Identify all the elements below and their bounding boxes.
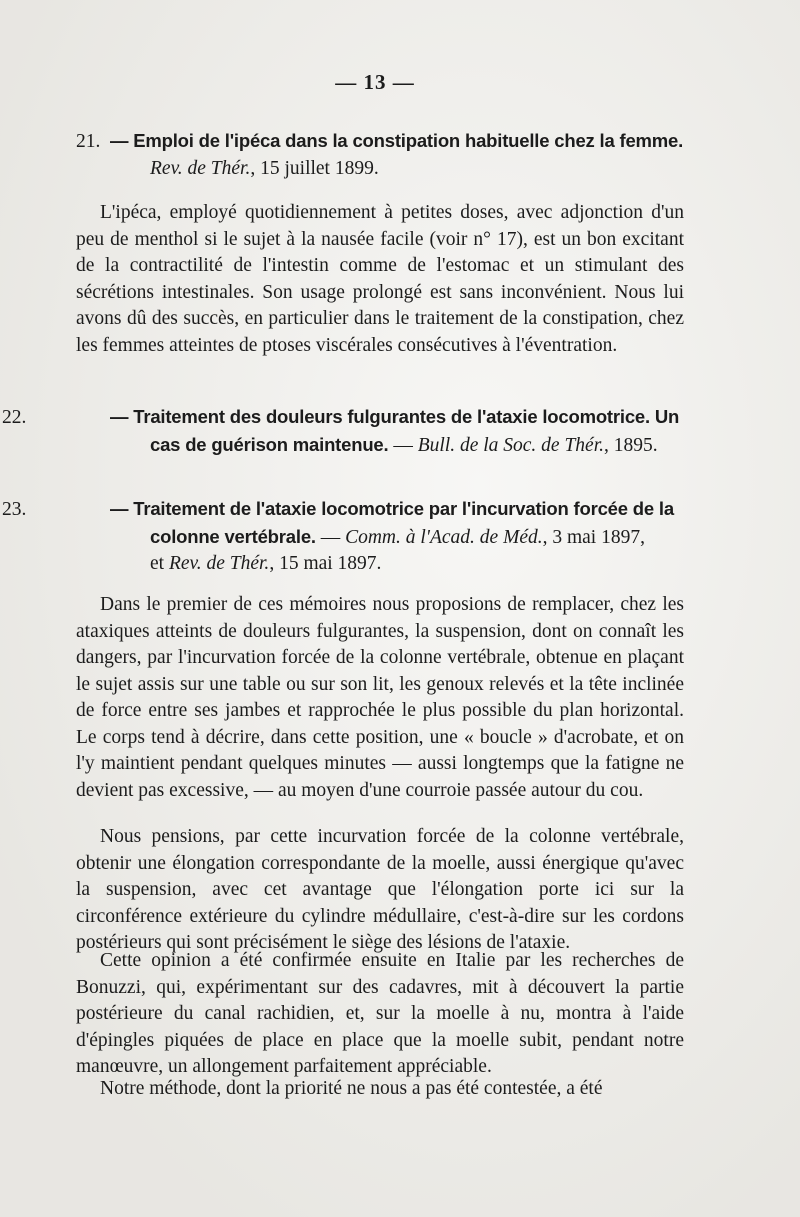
reference-prefix: et <box>150 553 169 574</box>
reference-date: , 15 mai 1897. <box>269 553 382 574</box>
journal-name: Comm. à l'Acad. de Méd. <box>345 526 543 548</box>
entry-number: 21. <box>76 131 101 152</box>
journal-name: Bull. de la Soc. de Thér. <box>417 434 605 456</box>
entry-number: 22. <box>2 407 27 428</box>
reference-prefix: — <box>388 434 418 456</box>
bibliography-entry-22 <box>2 404 686 459</box>
paragraph-text: Nous pensions, par cette incurvation forcée de la colonne vertébrale, obtenir une élongation correspondante de la moelle, aussi énergique qu'avec la suspension, avec cet avantage que l'élongation porte ici sur la circonférence extérieure du cylindre médullaire, c'est-à-dire sur les cordons postérieurs qui sont précisément le siège des lésions de l'ataxie. <box>76 826 684 953</box>
reference-date: , 3 mai 1897, <box>542 526 645 548</box>
paragraph-priority <box>76 1076 684 1103</box>
entry-title: — Traitement des douleurs fulgurantes de l'ataxie locomotrice. Un cas de guérison maintenue. <box>110 406 680 455</box>
paragraph-text: L'ipéca, employé quotidiennement à petites doses, avec adjonction d'un peu de menthol si le sujet à la nausée facile (voir n° 17), est un bon excitant de la contractilité de l'intestin comme de l'estomac et un stimulant des sécrétions intestinales. Son usage prolongé est sans inconvénient. Nous lui avons dû des succès, en particulier dans le traitement de la constipation, chez les femmes atteintes de ptoses viscérales consécutives à l'éventration. <box>76 202 684 356</box>
paragraph-method <box>76 592 684 804</box>
paragraph-elongation <box>76 824 684 957</box>
paragraph-text: Notre méthode, dont la priorité ne nous a pas été contestée, a été <box>100 1078 603 1099</box>
paragraph-text: Cette opinion a été confirmée ensuite en Italie par les recherches de Bonuzzi, qui, expérimentant sur des cadavres, mit à découvert la partie postérieure du canal rachidien, et, sur la moelle à nu, montra à l'aide d'épingles piquées de place en place que la moelle subit, pendant notre manœuvre, un allongement parfaitement appréciable. <box>76 950 684 1077</box>
paragraph-text: Dans le premier de ces mémoires nous proposions de remplacer, chez les ataxiques atteints de douleurs fulgurantes, la suspension, dont on connaît les dangers, par l'incurvation forcée de la colonne vertébrale, obtenue en plaçant le sujet assis sur une table ou sur son lit, les genoux relevés et la tête inclinée de force entre ses jambes et rapprochée le plus possible du plan horizontal. Le corps tend à décrire, dans cette position, une « boucle » d'acrobate, et on l'y maintient pendant quelques minutes — aussi longtemps que la fatigne ne devient pas excessive, — au moyen d'une courroie passée autour du cou. <box>76 594 684 801</box>
reference-date: , 15 juillet 1899. <box>250 157 379 179</box>
entry-number: 23. <box>2 499 27 520</box>
journal-name: Rev. de Thér. <box>168 553 270 574</box>
entry-reference <box>76 156 686 183</box>
entry-reference-2 <box>76 551 686 578</box>
page-number: — 13 — <box>335 70 415 94</box>
reference-date: , 1895. <box>604 434 658 456</box>
entry-title: — Emploi de l'ipéca dans la constipation habituelle chez la femme. <box>110 130 684 151</box>
reference-prefix: — <box>315 526 346 548</box>
paragraph-bonuzzi <box>76 948 684 1081</box>
bibliography-entry-21 <box>76 128 686 182</box>
journal-name: Rev. de Thér. <box>150 157 251 179</box>
bibliography-entry-23 <box>2 496 686 578</box>
entry-title: — Traitement de l'ataxie locomotrice par l'incurvation forcée de la colonne vertébrale. <box>110 498 674 547</box>
paragraph-ipeca <box>76 200 684 359</box>
